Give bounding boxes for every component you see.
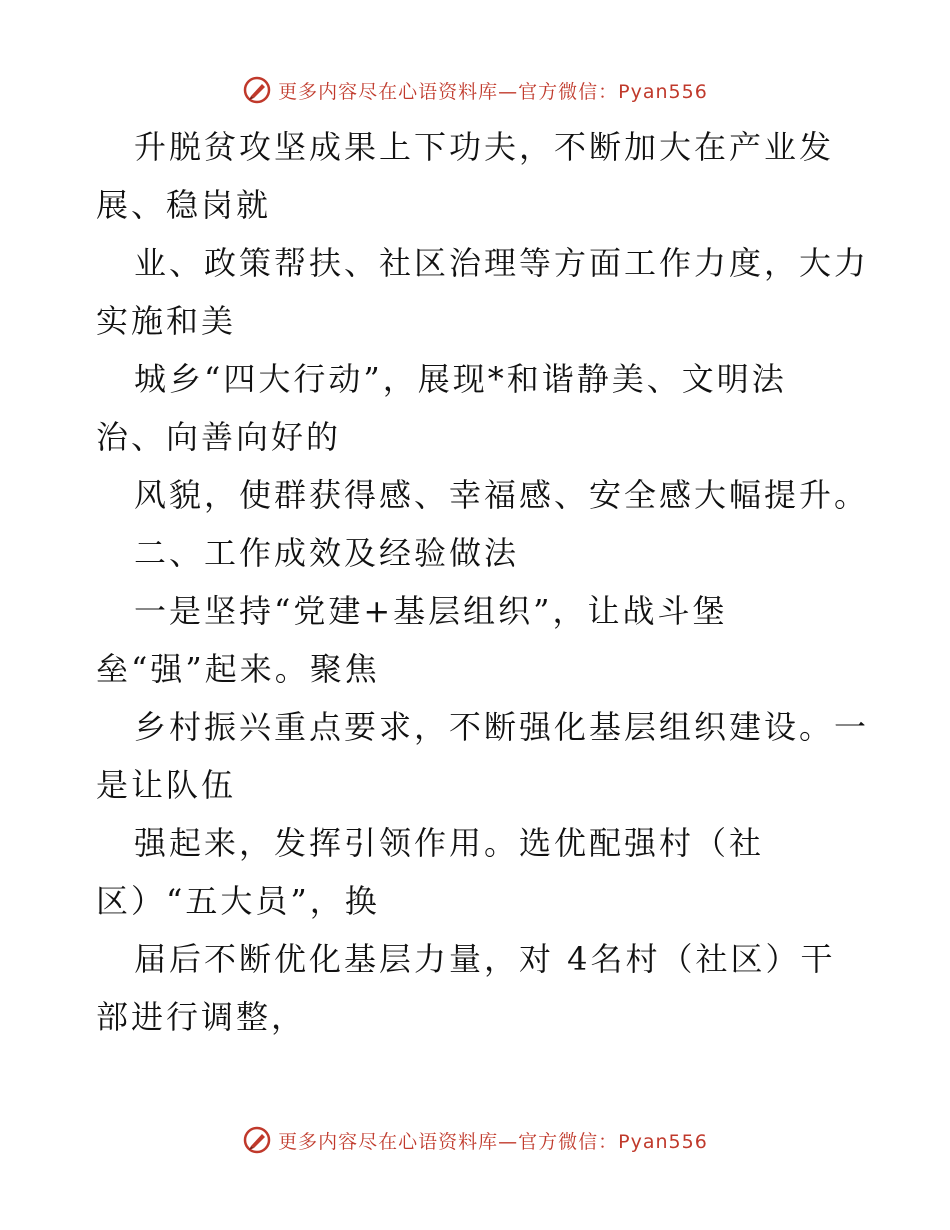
- paragraph-line: 实施和美: [96, 302, 237, 340]
- paragraph-line: 届后不断优化基层力量，对 4名村（社区）干: [134, 940, 836, 978]
- header-watermark-text: 更多内容尽在心语资料库—官方微信：Pyan556: [278, 80, 708, 103]
- footer-watermark: [0, 1120, 950, 1160]
- paragraph-line: 展、稳岗就: [96, 186, 272, 224]
- section-heading: 二、工作成效及经验做法: [134, 534, 520, 572]
- paragraph-line: 风貌，使群获得感、幸福感、安全感大幅提升。: [134, 476, 870, 514]
- paragraph-line: 业、政策帮扶、社区治理等方面工作力度，大力: [134, 244, 870, 282]
- paragraph-line: 垒“强”起来。聚焦: [96, 650, 380, 688]
- paragraph-line: 城乡“四大行动”，展现*和谐静美、文明法: [134, 360, 787, 398]
- paragraph-line: 乡村振兴重点要求，不断强化基层组织建设。一: [134, 708, 870, 746]
- paragraph-line: 治、向善向好的: [96, 418, 342, 456]
- paragraph-line: 是让队伍: [96, 766, 237, 804]
- document-body: [96, 118, 876, 1046]
- pen-logo-icon: [242, 75, 272, 105]
- paragraph-line: 升脱贫攻坚成果上下功夫，不断加大在产业发: [134, 128, 835, 166]
- header-watermark: [0, 70, 950, 110]
- paragraph-line: 一是坚持“党建+基层组织”，让战斗堡: [134, 592, 728, 630]
- pen-logo-icon: [242, 1125, 272, 1155]
- paragraph-line: 强起来，发挥引领作用。选优配强村（社: [134, 824, 765, 862]
- paragraph-line: 区）“五大员”，换: [96, 882, 380, 920]
- footer-watermark-text: 更多内容尽在心语资料库—官方微信：Pyan556: [278, 1130, 708, 1153]
- paragraph-line: 部进行调整，: [96, 998, 307, 1036]
